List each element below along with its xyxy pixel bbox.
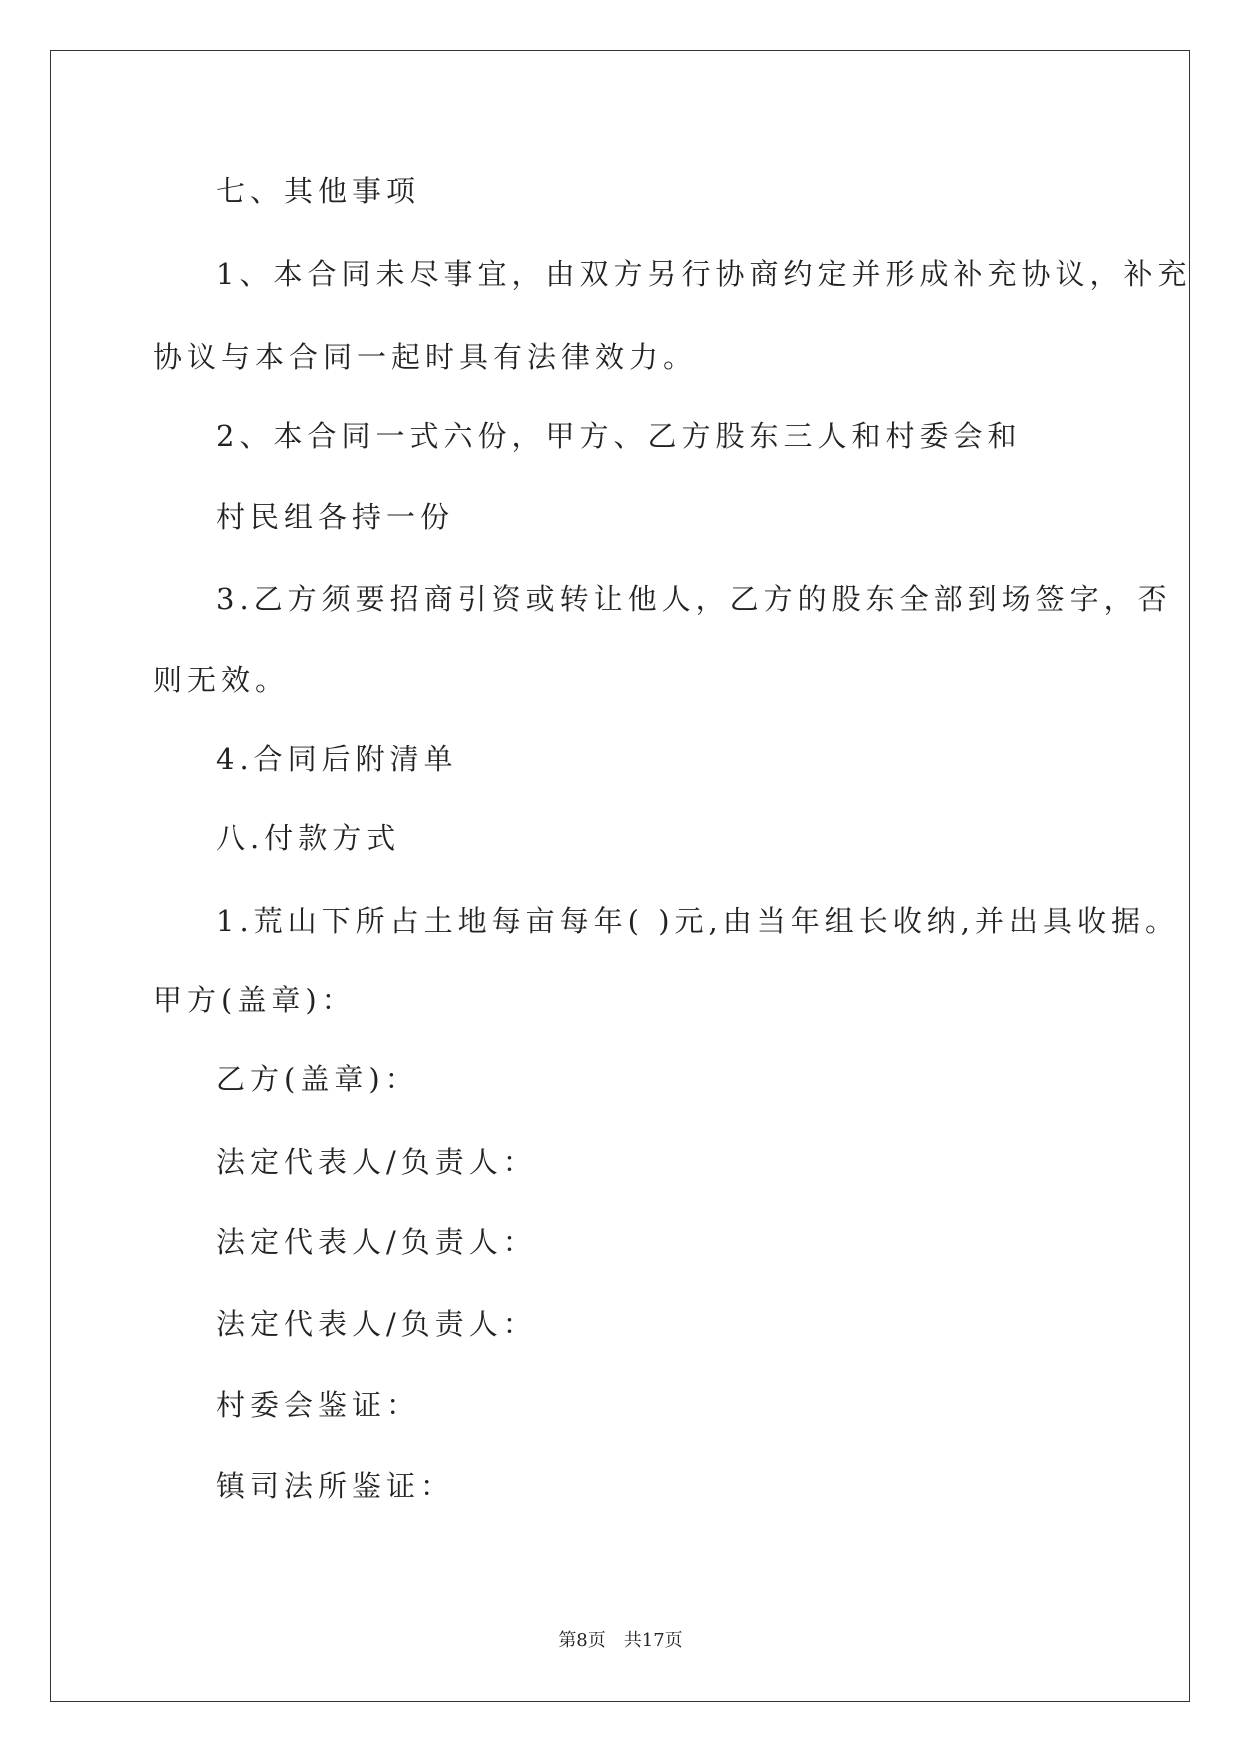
page-frame <box>50 50 1190 1702</box>
legal-representative-2: 法定代表人/负责人： <box>216 1225 537 1259</box>
judicial-office-attestation: 镇司法所鉴证： <box>216 1469 455 1503</box>
party-a-seal: 甲方(盖章)： <box>153 983 356 1017</box>
legal-representative-1: 法定代表人/负责人： <box>216 1145 537 1179</box>
party-b-seal: 乙方(盖章)： <box>216 1062 419 1096</box>
section-heading-other-matters: 七、其他事项 <box>216 174 421 208</box>
clause-1-line-1: 1、本合同未尽事宜，由双方另行协商约定并形成补充协议，补充 <box>216 257 1192 291</box>
section-heading-payment: 八.付款方式 <box>216 821 401 855</box>
clause-3-line-2: 则无效。 <box>153 663 290 697</box>
clause-4: 4.合同后附清单 <box>216 742 458 776</box>
page-number-footer: 第8页 共17页 <box>558 1630 683 1651</box>
clause-2-line-1: 2、本合同一式六份，甲方、乙方股东三人和村委会和 <box>216 419 1022 453</box>
payment-clause-1: 1.荒山下所占土地每亩每年( )元,由当年组长收纳,并出具收据。 <box>216 904 1179 938</box>
clause-3-line-1: 3.乙方须要招商引资或转让他人，乙方的股东全部到场签字，否 <box>216 582 1172 616</box>
legal-representative-3: 法定代表人/负责人： <box>216 1307 537 1341</box>
village-committee-attestation: 村委会鉴证： <box>216 1388 421 1422</box>
clause-2-line-2: 村民组各持一份 <box>216 500 455 534</box>
clause-1-line-2: 协议与本合同一起时具有法律效力。 <box>153 340 698 374</box>
